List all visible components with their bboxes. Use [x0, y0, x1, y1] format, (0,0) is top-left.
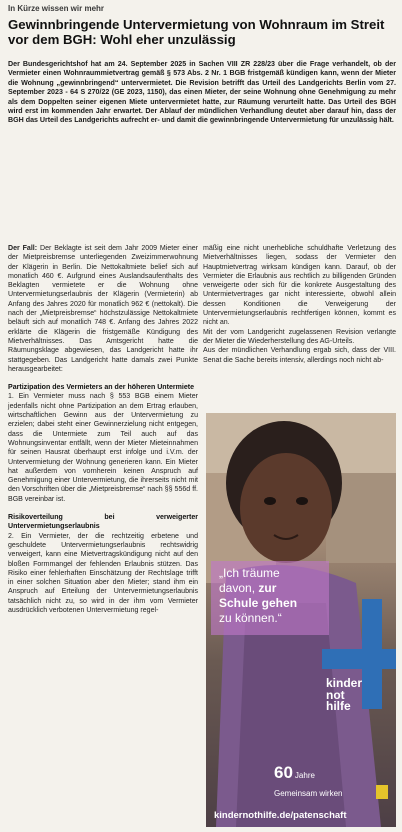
- quote-line-1: „Ich träume: [219, 566, 280, 580]
- case-paragraph: [8, 244, 198, 374]
- advertisement[interactable]: [206, 413, 396, 827]
- anniversary-label: Jahre: [294, 771, 315, 780]
- seal-icon: [376, 785, 388, 799]
- case-text: Der Beklagte ist seit dem Jahr 2009 Mieter einer der Mietpreisbremse unterliegenden Zweizimmerwohnung der Klägerin in Berlin. Die Nettokaltmiete belief sich auf monatlich 460 €. Aufgrund eines Auslandsaufenthalts des Beklagten vermietete er die Wohnung ohne Untervermietungserlaubnis der Klägerin (Vermieterin) ab Anfang des Jahres 2020 für monatlich 962 € (nettokalt). Die nach der „Mietpreisbremse“ höchstzulässige Nettokaltmiete beläuft sich auf monatlich 748 €. Anfang des Jahres 2022 erklärte die Klägerin die fristgemäße Kündigung des Mietverhältnisses. Das Amtsgericht hatte die Räumungsklage abgewiesen, das Landgericht hatte ihr stattgegeben. Das Landgericht hatte damals zwei Punkte herausgearbeitet:: [8, 245, 199, 373]
- anniversary-badge: [274, 763, 342, 801]
- headline: Gewinnbringende Untervermietung von Wohnraum im Streit vor dem BGH: Wohl eher unzulässig: [8, 17, 385, 47]
- cross-logo-horizontal: [322, 649, 396, 669]
- left-column: [8, 244, 198, 615]
- ad-url-link[interactable]: kindernothilfe.de/patenschaft: [214, 810, 347, 821]
- quote-line-4: Schule gehen: [219, 596, 298, 610]
- subheading-risk: Risikoverteilung bei verweigerter Untervermietungserlaubnis: [8, 514, 198, 531]
- risk-paragraph: 2. Ein Vermieter, der die rechtzeitig erbetene und geschuldete Untervermietungserlaubnis rechtswidrig verweigert, kann eine Mietvertragskündigung nicht auf den bloßen Formmangel der fehlenden Erlaubnis stützen. Das Risiko einer fehlerhaften Einschätzung der Rechtslage trifft in einer solchen Situation aber den Mieter; stand ihm ein Anspruch auf Erteilung der Untervermietungserlaubnis tatsächlich nicht zu, so wird in der ihm vom Vermieter ausdrücklich verbotenen Untervermietung regel-: [8, 532, 198, 614]
- right-paragraph-1: mäßig eine nicht unerhebliche schuldhafte Verletzung des Mietverhältnisses liegen, sodass der Vermieter den Hauptmietvertrag wirksam kündigen kann. Darauf, ob der Vermieter die Erlaubnis aus rechtlich zu billigenden Gründen verweigerte oder sich für die konkrete Ausgestaltung des Untermietvertrages gar nicht interessierte, obwohl allein dessen Konditionen die Verweigerung der Untervermietungserlaubnis rechtfertigen können, kommt es nicht an.: [203, 245, 396, 327]
- right-column: [203, 244, 396, 365]
- right-paragraph-3: Aus der mündlichen Verhandlung ergab sich, dass der VIII. Senat die Sache bereits intensiv, allerdings noch nicht ab-: [203, 347, 396, 364]
- logo-line-3: hilfe: [326, 699, 351, 713]
- case-label: Der Fall:: [8, 245, 38, 252]
- quote-line-5: zu können.“: [219, 611, 282, 625]
- participation-paragraph: 1. Ein Vermieter muss nach § 553 BGB einem Mieter jedenfalls nicht ohne Partizipation an dem Ertrag erlauben, wirtschaftlichen Gewinn aus der Untervermietung zu erzielen; dabei steht einer Gewinnerzielung nicht entgegen, dass die Untermiete zum Teil auch auf das Wohnungsinventar entfällt, wenn der Mieter Mieteinnahmen für seinen Hausrat überhaupt erst infolge und i.V.m. der Untervermietung der Wohnung generieren kann. Ein Mieter hat außerdem von vornherein keinen Anspruch auf Genehmigung einer Untervermietung, die ihrerseits nicht mit den Vorschriften über die „Mietpreisbremse“ nach §§ 556d ff. BGB vereinbar ist.: [8, 393, 198, 503]
- subheading-participation: Partizipation des Vermieters an der höheren Untermiete: [8, 384, 195, 392]
- ad-quote: [219, 566, 329, 626]
- anniversary-number: 60: [274, 763, 293, 782]
- quote-line-2: davon,: [219, 581, 256, 595]
- lead-paragraph: Der Bundesgerichtshof hat am 24. September 2025 in Sachen VIII ZR 228/23 über die Frage verhandelt, ob der Vermieter einen Wohnraummietvertrag gemäß § 573 Abs. 2 Nr. 1 BGB fristgemäß kündigen kann, wenn der Mieter die Wohnung „gewinnbringend“ untervermietet. Die Revision betrifft das Urteil des Landgerichts Berlin vom 27. September 2023 - 64 S 270/22 (GE 2023, 1150), das einen Mieter, der seine Wohnung ohne Genehmigung zu mehr als dem Doppelten seiner eigenen Miete untervermietet hatte, zur Räumung verurteilt hatte. Das Urteil des BGH wird erst im kommenden Jahr erwartet. Der Ablauf der mündlichen Verhandlung deutet aber darauf hin, dass der BGH das Urteil des Landgerichts aufrecht er- und damit die gewinnbringende Untervermietung für unzulässig hält.: [8, 60, 396, 125]
- logo-line-2: not: [326, 687, 345, 702]
- kicker: In Kürze wissen wir mehr: [8, 4, 105, 13]
- kindernothilfe-logo: [326, 678, 362, 713]
- anniversary-slogan: Gemeinsam wirken: [274, 789, 343, 798]
- logo-line-1: kinder: [326, 676, 363, 690]
- right-paragraph-2: Mit der vom Landgericht zugelassenen Revision verlangte der Mieter die Wiederherstellung des AG-Urteils.: [203, 328, 396, 345]
- quote-line-3: zur: [258, 581, 277, 595]
